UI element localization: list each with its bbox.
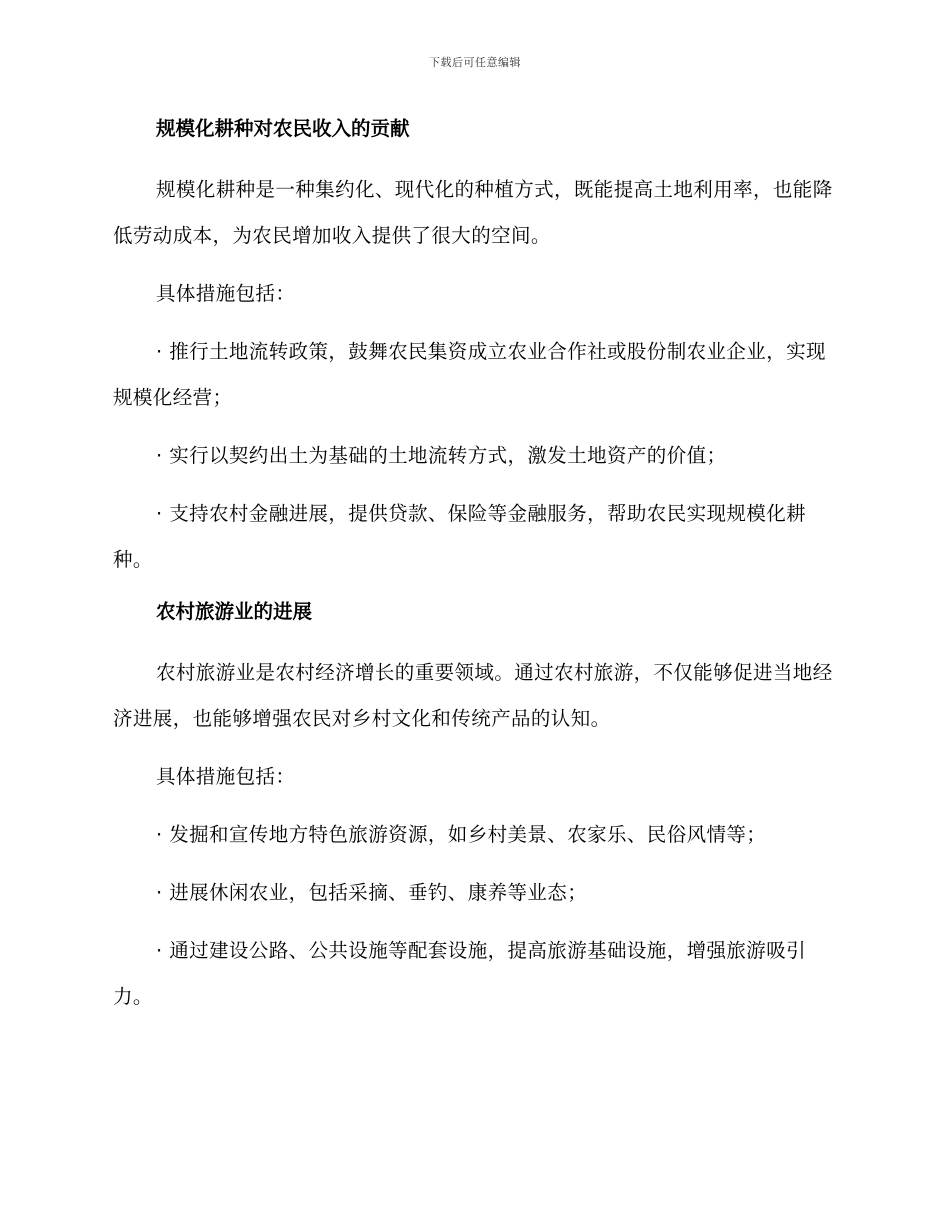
measures-label: 具体措施包括： bbox=[156, 282, 296, 305]
bullet-item: · 进展休闲农业，包括采摘、垂钓、康养等业态； bbox=[156, 881, 588, 904]
section-intro: 规模化耕种是一种集约化、现代化的种植方式，既能提高土地利用率，也能降低劳动成本，为农民增加收入提供了很大的空间。 bbox=[113, 178, 833, 247]
bullet-item: · 支持农村金融进展，提供贷款、保险等金融服务，帮助农民实现规模化耕种。 bbox=[113, 502, 806, 571]
section-heading: 规模化耕种对农民收入的贡献 bbox=[156, 117, 410, 140]
document-body bbox=[113, 112, 833, 1020]
section-intro: 农村旅游业是农村经济增长的重要领域。通过农村旅游，不仅能够促进当地经济进展，也能够增强农民对乡村文化和传统产品的认知。 bbox=[113, 661, 833, 730]
section-scale-farming bbox=[113, 112, 833, 583]
section-heading: 农村旅游业的进展 bbox=[156, 600, 313, 623]
page-header-note: 下载后可任意编辑 bbox=[429, 56, 521, 69]
measures-label: 具体措施包括： bbox=[156, 765, 296, 788]
section-rural-tourism bbox=[113, 595, 833, 1020]
bullet-item: · 发掘和宣传地方特色旅游资源，如乡村美景、农家乐、民俗风情等； bbox=[156, 823, 767, 846]
bullet-item: · 通过建设公路、公共设施等配套设施，提高旅游基础设施，增强旅游吸引力。 bbox=[113, 939, 806, 1008]
bullet-item: · 实行以契约出土为基础的土地流转方式，激发土地资产的价值； bbox=[156, 444, 727, 467]
bullet-item: · 推行土地流转政策，鼓舞农民集资成立农业合作社或股份制农业企业，实现规模化经营； bbox=[113, 340, 826, 409]
